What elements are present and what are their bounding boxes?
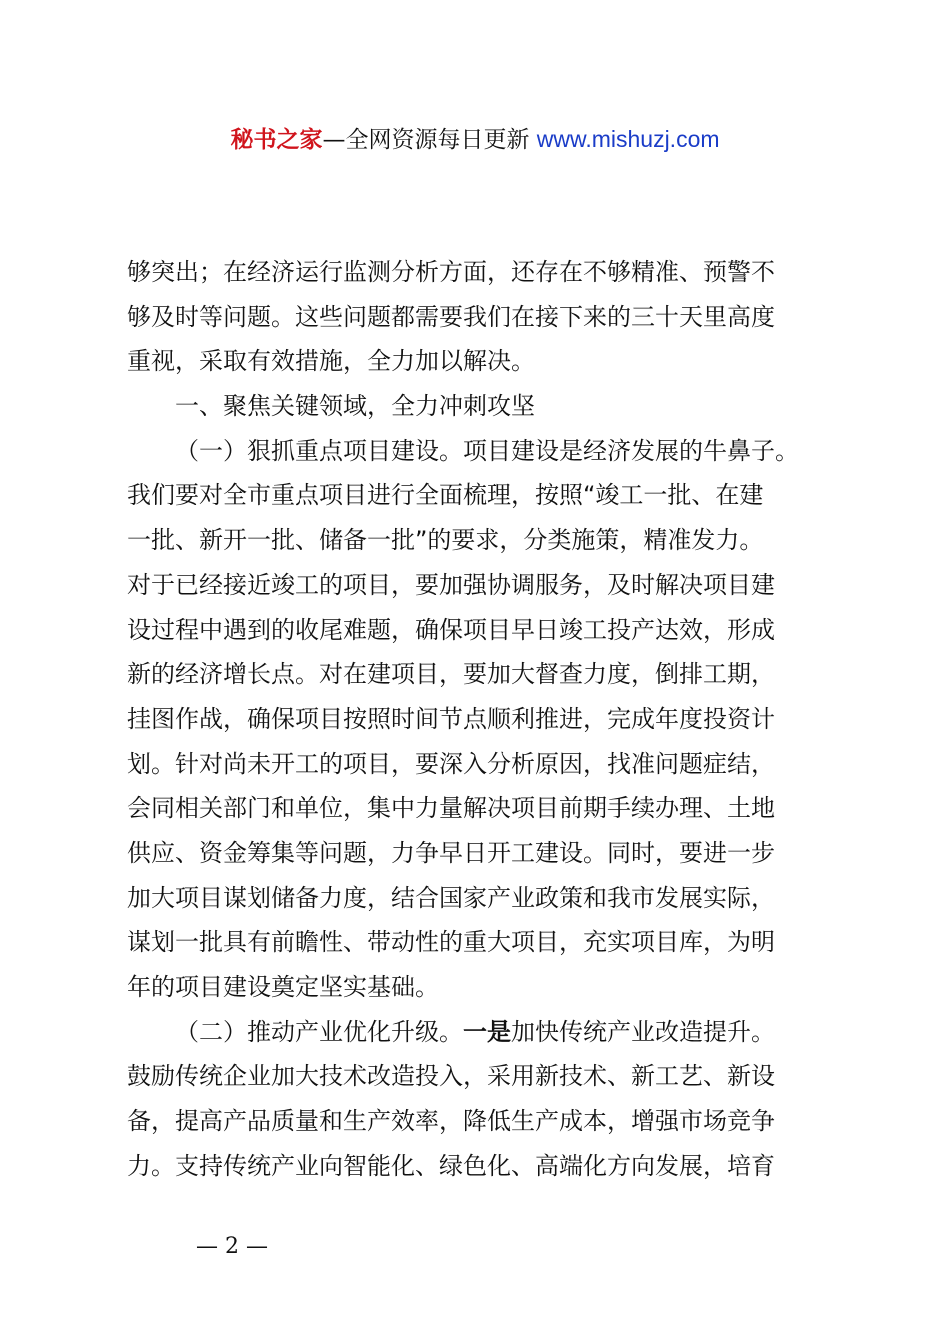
subsection-lead: （二）推动产业优化升级。 [175, 1017, 463, 1046]
paragraph-first-line [127, 1010, 847, 1055]
text-line: 够突出；在经济运行监测分析方面，还存在不够精准、预警不 [127, 258, 775, 286]
text-line: 会同相关部门和单位，集中力量解决项目前期手续办理、土地 [127, 794, 775, 823]
page-number: — 2 — [196, 1234, 268, 1259]
text-line: 供应、资金筹集等问题，力争早日开工建设。同时，要进一步 [127, 838, 775, 867]
subsection-rest: 加快传统产业改造提升。 [511, 1017, 775, 1046]
header-tagline: —全网资源每日更新 [322, 127, 537, 153]
text-line: 新的经济增长点。对在建项目，要加大督查力度，倒排工期， [127, 660, 775, 689]
document-body [127, 250, 847, 1188]
text-line: 够及时等问题。这些问题都需要我们在接下来的三十天里高度 [127, 302, 775, 331]
text-line: 对于已经接近竣工的项目，要加强协调服务，及时解决项目建 [127, 570, 775, 599]
website-link[interactable]: www.mishuzj.com [536, 126, 720, 152]
text-line: 力。支持传统产业向智能化、绿色化、高端化方向发展，培育 [127, 1151, 775, 1180]
text-line: 年的项目建设奠定坚实基础。 [127, 973, 439, 1001]
brand-name: 秘书之家 [230, 127, 323, 153]
text-line: 加大项目谋划储备力度，结合国家产业政策和我市发展实际， [127, 883, 775, 912]
text-line: 我们要对全市重点项目进行全面梳理，按照“竣工一批、在建 [127, 481, 764, 510]
text-line: 设过程中遇到的收尾难题，确保项目早日竣工投产达效，形成 [127, 615, 775, 644]
page-header [0, 122, 950, 157]
text-line: 备，提高产品质量和生产效率，降低生产成本，增强市场竞争 [127, 1107, 775, 1136]
text-line: 重视，采取有效措施，全力加以解决。 [127, 347, 535, 376]
emphasis-text: 一是 [463, 1017, 511, 1046]
text-line: 挂图作战，确保项目按照时间节点顺利推进，完成年度投资计 [127, 704, 775, 733]
text-line: 划。针对尚未开工的项目，要深入分析原因，找准问题症结， [127, 749, 775, 778]
text-line: 鼓励传统企业加大技术改造投入，采用新技术、新工艺、新设 [127, 1062, 775, 1091]
text-line: 一批、新开一批、储备一批”的要求，分类施策，精准发力。 [127, 526, 764, 555]
paragraph-first-line: （一）狠抓重点项目建设。项目建设是经济发展的牛鼻子。 [175, 436, 799, 465]
text-line: 谋划一批具有前瞻性、带动性的重大项目，充实项目库，为明 [127, 928, 775, 957]
section-heading: 一、聚焦关键领域，全力冲刺攻坚 [175, 392, 535, 421]
